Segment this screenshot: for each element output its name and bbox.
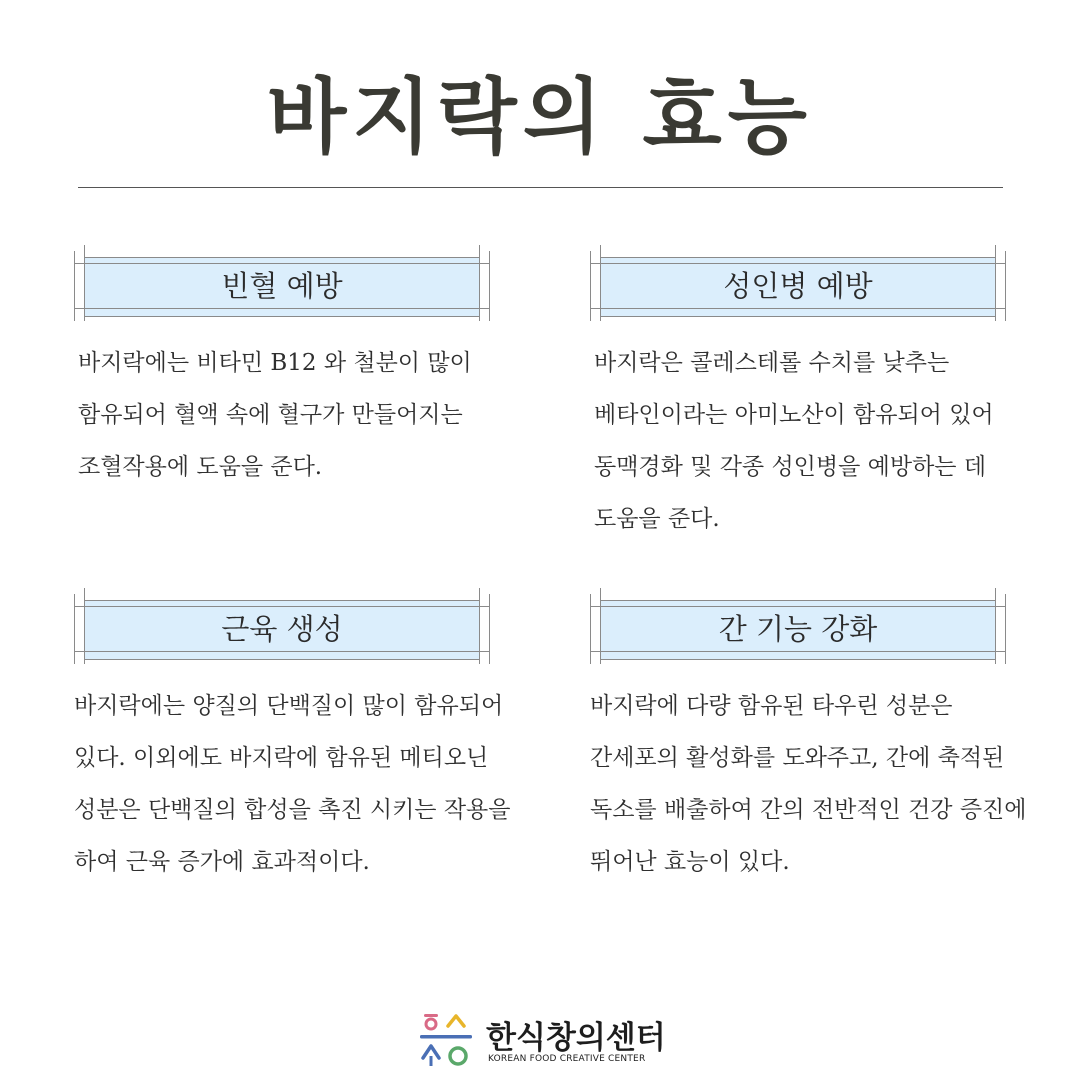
section-label: 근육 생성 (221, 612, 343, 646)
section-label-box (74, 251, 490, 321)
korean-food-logo-icon (418, 1010, 474, 1070)
section-label-box (590, 594, 1006, 664)
page-title: 바지락의 효능 (267, 69, 813, 165)
section-label-box (590, 251, 1006, 321)
section-body: 바지락에는 비타민 B12 와 철분이 많이 함유되어 혈액 속에 혈구가 만들어지는 조혈작용에 도움을 준다. (78, 350, 472, 480)
footer-logo (418, 1010, 668, 1070)
title-divider (78, 187, 1003, 188)
logo-subtitle: KOREAN FOOD CREATIVE CENTER (488, 1054, 646, 1064)
logo-name: 한식창의센터 (486, 1020, 666, 1056)
section-label-box (74, 594, 490, 664)
section-label: 성인병 예방 (723, 269, 873, 303)
section-label: 간 기능 강화 (718, 612, 878, 646)
section-body: 바지락에 다량 함유된 타우린 성분은 간세포의 활성화를 도와주고, 간에 축적된 독소를 배출하여 간의 전반적인 건강 증진에 뛰어난 효능이 있다. (590, 693, 1027, 875)
section-body: 바지락은 콜레스테롤 수치를 낮추는 베타인이라는 아미노산이 함유되어 있어 동맥경화 및 각종 성인병을 예방하는 데 도움을 준다. (594, 350, 994, 532)
section-body: 바지락에는 양질의 단백질이 많이 함유되어 있다. 이외에도 바지락에 함유된 메티오닌 성분은 단백질의 합성을 촉진 시키는 작용을 하여 근육 증가에 효과적이다. (74, 693, 511, 875)
section-label: 빈혈 예방 (221, 269, 343, 303)
